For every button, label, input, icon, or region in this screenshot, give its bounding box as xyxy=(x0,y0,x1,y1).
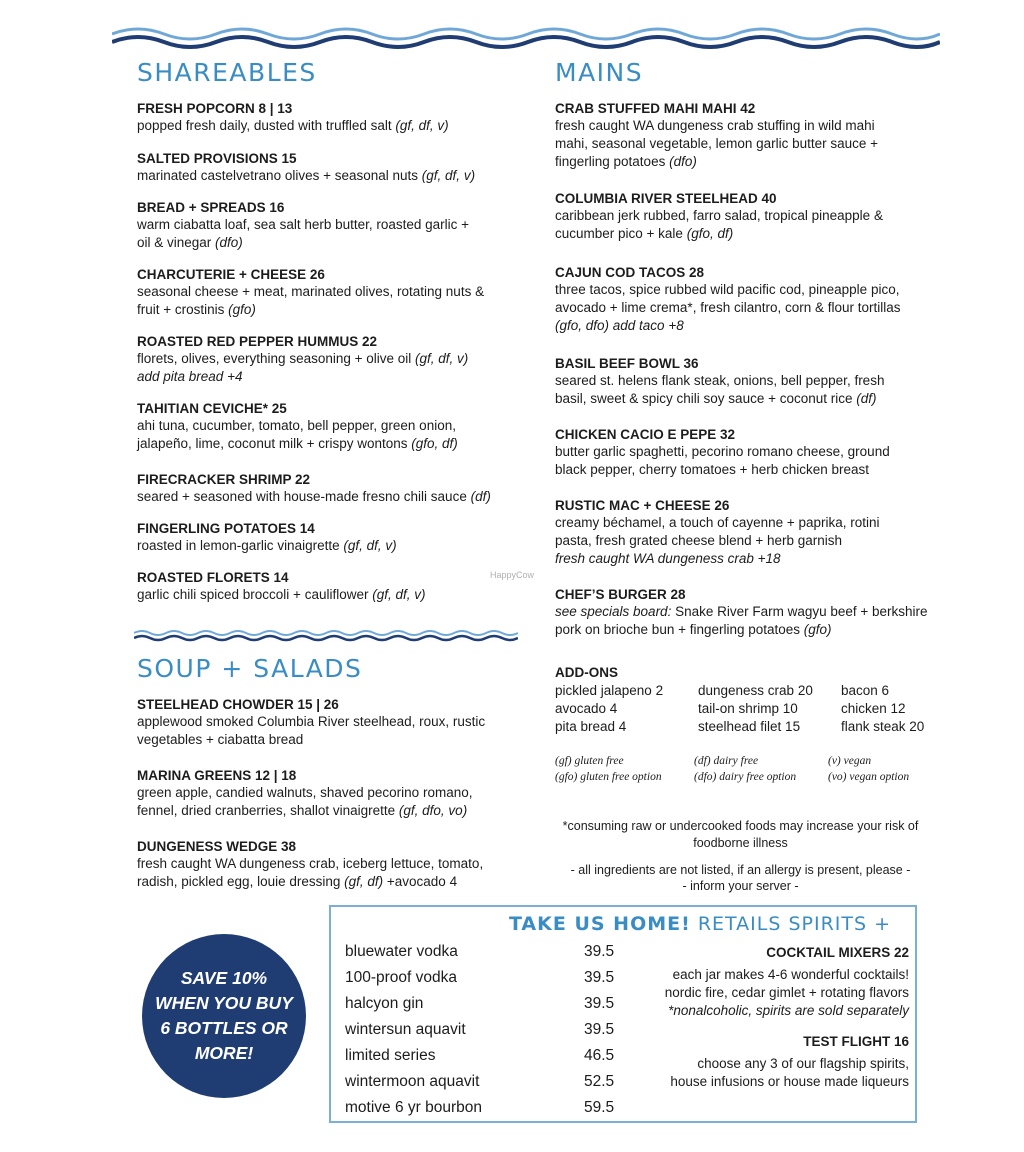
item-name: FIRECRACKER SHRIMP 22 xyxy=(137,472,311,487)
item-desc: creamy béchamel, a touch of cayenne + paprika, rotini pasta, fresh grated cheese blend + herb garnish xyxy=(555,515,880,548)
top-wave-decoration xyxy=(112,22,940,54)
raw-food-note: *consuming raw or undercooked foods may increase your risk of foodborne illness xyxy=(562,819,919,850)
spirit-price: 39.5 xyxy=(584,943,615,960)
spirit-name: motive 6 yr bourbon xyxy=(345,1099,482,1116)
menu-item xyxy=(555,264,925,335)
item-name: FRESH POPCORN 8 | 13 xyxy=(137,101,293,116)
spirit-price: 39.5 xyxy=(584,1021,615,1038)
item-desc: see specials board: Snake River Farm wagyu beef + berkshire pork on brioche bun + fingerling potatoes (gfo) xyxy=(555,604,928,637)
menu-item xyxy=(137,471,512,506)
menu-item xyxy=(137,400,512,453)
item-desc: green apple, candied walnuts, shaved pecorino romano, fennel, dried cranberries, shallot vinaigrette (gf, dfo, vo) xyxy=(137,785,473,818)
item-desc: popped fresh daily, dusted with truffled salt (gf, df, v) xyxy=(137,118,449,133)
menu-item xyxy=(137,696,512,749)
addon-item: steelhead filet 15 xyxy=(698,719,801,734)
item-name: DUNGENESS WEDGE 38 xyxy=(137,839,297,854)
spirit-name: wintersun aquavit xyxy=(345,1021,466,1038)
badge-line: MORE! xyxy=(194,1043,254,1063)
item-name: COLUMBIA RIVER STEELHEAD 40 xyxy=(555,191,777,206)
addon-item: chicken 12 xyxy=(841,701,906,716)
flight-title: TEST FLIGHT 16 xyxy=(803,1034,909,1049)
item-desc: florets, olives, everything seasoning + olive oil (gf, df, v) xyxy=(137,351,469,366)
item-name: FINGERLING POTATOES 14 xyxy=(137,521,315,536)
addon-item: pita bread 4 xyxy=(555,719,627,734)
item-desc: three tacos, spice rubbed wild pacific cod, pineapple pico, avocado + lime crema*, fresh cilantro, corn & flour tortillas (gfo, dfo) add taco +8 xyxy=(555,282,901,333)
menu-item xyxy=(555,100,910,171)
spirit-name: wintermoon aquavit xyxy=(345,1073,480,1090)
item-name: MARINA GREENS 12 | 18 xyxy=(137,768,297,783)
item-desc: seared + seasoned with house-made fresno chili sauce (df) xyxy=(137,489,491,504)
item-desc: roasted in lemon-garlic vinaigrette (gf, df, v) xyxy=(137,538,397,553)
mains-title: MAINS xyxy=(555,58,644,87)
allergy-note-2: - inform your server - xyxy=(682,879,799,893)
item-desc: warm ciabatta loaf, sea salt herb butter, roasted garlic + oil & vinegar (dfo) xyxy=(137,217,470,250)
item-name: TAHITIAN CEVICHE* 25 xyxy=(137,401,287,416)
item-desc: butter garlic spaghetti, pecorino romano cheese, ground black pepper, cherry tomatoes + herb chicken breast xyxy=(555,444,890,477)
menu-item xyxy=(137,767,512,820)
spirit-price: 59.5 xyxy=(584,1099,615,1116)
spirit-price: 39.5 xyxy=(584,995,615,1012)
legend-item: (gfo) gluten free option xyxy=(555,771,662,783)
legend-item: (v) vegan xyxy=(828,755,872,767)
mixers-desc: each jar makes 4-6 wonderful cocktails! xyxy=(672,967,909,982)
addon-item: flank steak 20 xyxy=(841,719,925,734)
legend-item: (dfo) dairy free option xyxy=(694,771,797,783)
item-name: CHARCUTERIE + CHEESE 26 xyxy=(137,267,325,282)
badge-line: SAVE 10% xyxy=(180,968,268,988)
item-name: CHEF’S BURGER 28 xyxy=(555,587,686,602)
addon-item: bacon 6 xyxy=(841,683,890,698)
soups-title: SOUP + SALADS xyxy=(137,654,363,683)
flight-desc: house infusions or house made liqueurs xyxy=(670,1074,909,1089)
menu-item xyxy=(137,333,512,386)
menu-item xyxy=(137,100,507,135)
item-name: CRAB STUFFED MAHI MAHI 42 xyxy=(555,101,756,116)
item-name: ROASTED FLORETS 14 xyxy=(137,570,289,585)
addon-item: avocado 4 xyxy=(555,701,618,716)
menu-item xyxy=(555,586,930,639)
mixers-note: *nonalcoholic, spirits are sold separately xyxy=(668,1003,909,1018)
item-desc: ahi tuna, cucumber, tomato, bell pepper, green onion, jalapeño, lime, coconut milk + crispy wontons (gfo, df) xyxy=(137,418,458,451)
addons-title: ADD-ONS xyxy=(555,665,618,680)
item-desc: garlic chili spiced broccoli + cauliflower (gf, df, v) xyxy=(137,587,426,602)
badge-line: 6 BOTTLES OR xyxy=(160,1018,288,1038)
item-name: BASIL BEEF BOWL 36 xyxy=(555,356,699,371)
allergy-note: - all ingredients are not listed, if an allergy is present, please - xyxy=(570,863,911,877)
menu-item xyxy=(137,520,512,555)
discount-badge xyxy=(142,934,306,1098)
legend-item: (df) dairy free xyxy=(694,755,759,767)
spirit-price: 46.5 xyxy=(584,1047,615,1064)
take-home-title: TAKE US HOME! RETAILS SPIRITS + xyxy=(508,913,891,935)
menu-item xyxy=(137,266,502,319)
menu-item xyxy=(555,355,905,408)
item-name: BREAD + SPREADS 16 xyxy=(137,200,285,215)
item-desc: marinated castelvetrano olives + seasonal nuts (gf, df, v) xyxy=(137,168,476,183)
item-desc: applewood smoked Columbia River steelhead, roux, rustic vegetables + ciabatta bread xyxy=(137,714,486,747)
item-name: STEELHEAD CHOWDER 15 | 26 xyxy=(137,697,339,712)
menu-item xyxy=(137,569,512,604)
spirit-price: 39.5 xyxy=(584,969,615,986)
item-name: CHICKEN CACIO E PEPE 32 xyxy=(555,427,736,442)
spirit-name: bluewater vodka xyxy=(345,943,458,960)
legend-item: (vo) vegan option xyxy=(828,771,910,783)
menu-item xyxy=(555,497,905,568)
item-desc: seasonal cheese + meat, marinated olives, rotating nuts & fruit + crostinis (gfo) xyxy=(137,284,485,317)
item-desc: seared st. helens flank steak, onions, bell pepper, fresh basil, sweet & spicy chili soy sauce + coconut rice (df) xyxy=(555,373,885,406)
addon-item: tail-on shrimp 10 xyxy=(698,701,798,716)
menu-item xyxy=(137,199,482,252)
flight-desc: choose any 3 of our flagship spirits, xyxy=(697,1056,909,1071)
legend-item: (gf) gluten free xyxy=(555,755,624,767)
spirit-name: 100-proof vodka xyxy=(345,969,458,986)
item-extra: add pita bread +4 xyxy=(137,369,243,384)
item-desc: caribbean jerk rubbed, farro salad, tropical pineapple & cucumber pico + kale (gfo, df) xyxy=(555,208,883,241)
item-name: RUSTIC MAC + CHEESE 26 xyxy=(555,498,730,513)
section-wave-divider xyxy=(134,628,518,644)
item-extra: fresh caught WA dungeness crab +18 xyxy=(555,551,781,566)
badge-line: WHEN YOU BUY xyxy=(155,993,293,1013)
item-name: CAJUN COD TACOS 28 xyxy=(555,265,705,280)
menu-item xyxy=(137,838,512,891)
spirit-name: halcyon gin xyxy=(345,995,424,1012)
spirit-price: 52.5 xyxy=(584,1073,615,1090)
spirit-name: limited series xyxy=(345,1047,436,1064)
item-name: SALTED PROVISIONS 15 xyxy=(137,151,297,166)
shareables-title: SHAREABLES xyxy=(137,58,317,87)
mixers-title: COCKTAIL MIXERS 22 xyxy=(766,945,909,960)
item-desc: fresh caught WA dungeness crab, iceberg lettuce, tomato, radish, pickled egg, louie dressing (gf, df) +avocado 4 xyxy=(137,856,484,889)
menu-item xyxy=(137,150,507,185)
menu-item xyxy=(555,190,910,243)
item-name: ROASTED RED PEPPER HUMMUS 22 xyxy=(137,334,378,349)
watermark: HappyCow xyxy=(490,570,535,580)
addon-item: pickled jalapeno 2 xyxy=(555,683,664,698)
addon-item: dungeness crab 20 xyxy=(698,683,813,698)
item-desc: fresh caught WA dungeness crab stuffing in wild mahi mahi, seasonal vegetable, lemon garlic butter sauce + fingerling potatoes (dfo) xyxy=(555,118,879,169)
menu-item xyxy=(555,426,915,479)
mixers-desc: nordic fire, cedar gimlet + rotating flavors xyxy=(664,985,909,1000)
take-home-box xyxy=(329,905,917,1123)
